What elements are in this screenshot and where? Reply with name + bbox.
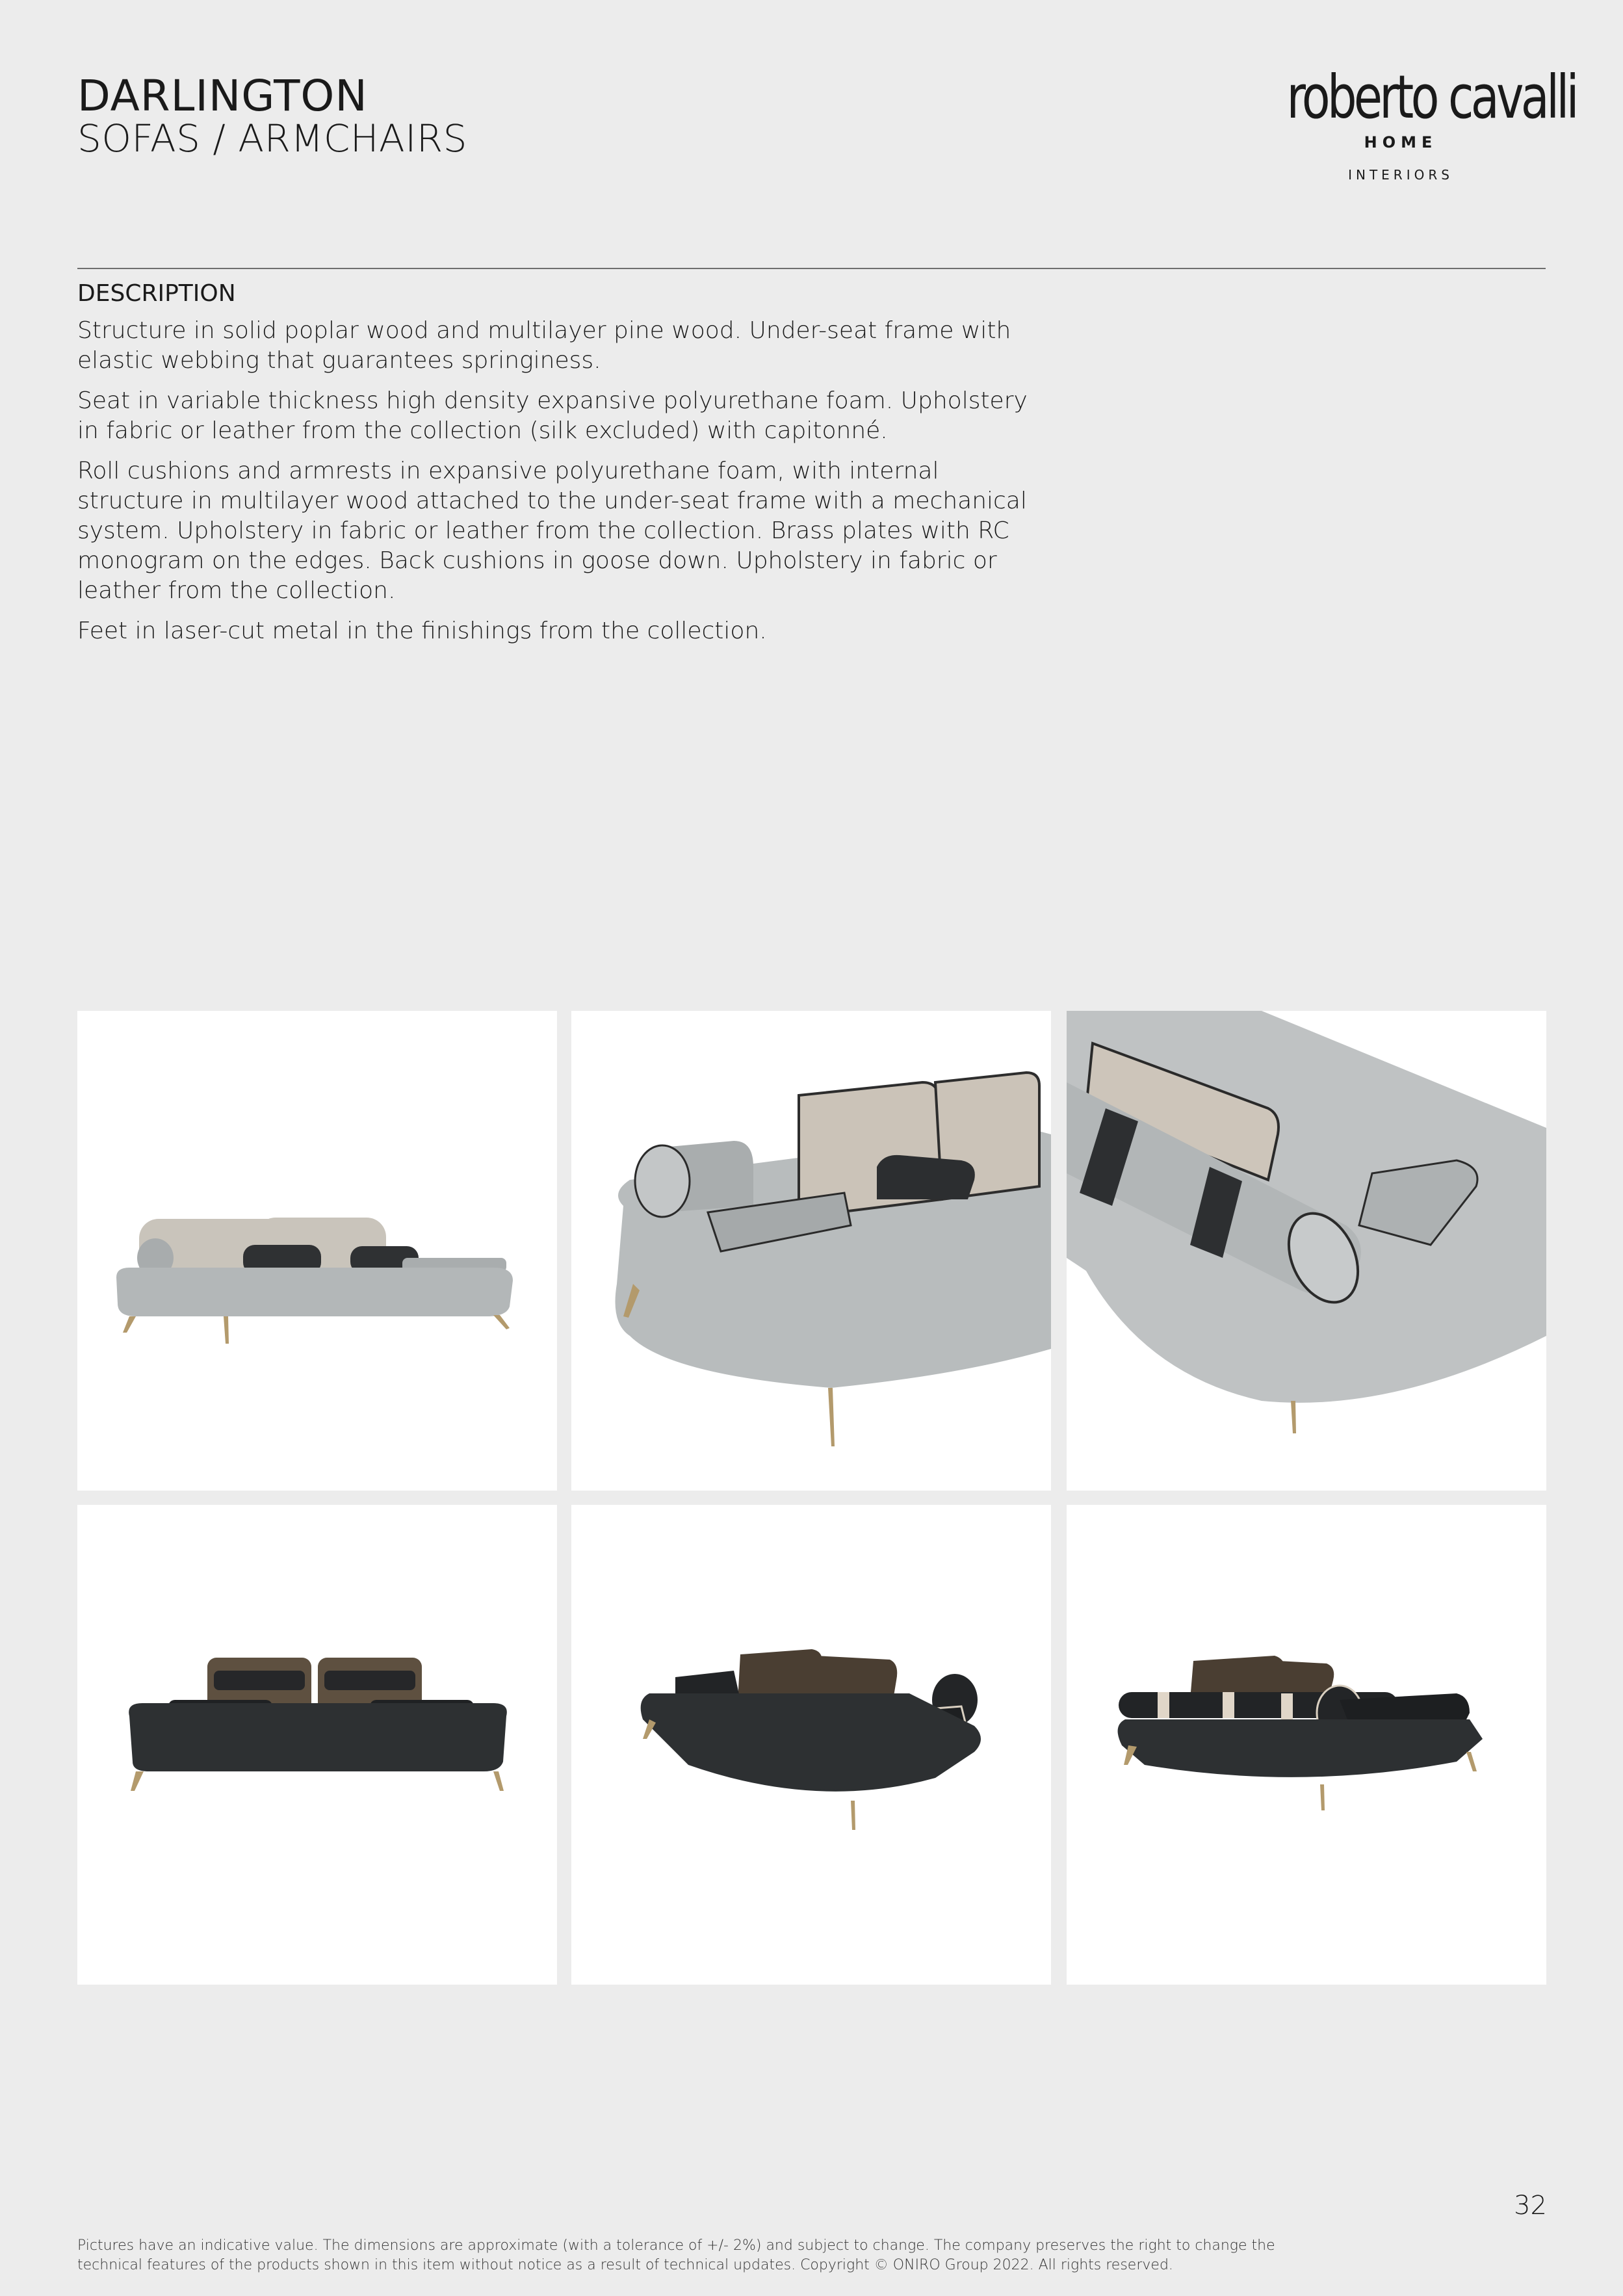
brand-name: roberto cavalli: [1286, 62, 1576, 132]
brand-interiors-label: INTERIORS: [1348, 167, 1453, 183]
header-divider: [77, 268, 1546, 269]
footer-line-1: Pictures have an indicative value. The dimensions are approximate (with a tolerance of +/- 2%) and subject to change. The company preserves the right to change the: [77, 2237, 1275, 2254]
brand-home-label: HOME: [1364, 133, 1438, 151]
grey-sofa-detail-image: [571, 1011, 1051, 1491]
grey-roll-cushion-image: [1067, 1011, 1546, 1491]
grey-sofa-front-image: [77, 1011, 557, 1491]
photo-grey-sofa-detail: [571, 1011, 1051, 1491]
footer-disclaimer: [77, 2236, 1377, 2275]
black-sofa-angle-image: [571, 1505, 1051, 1985]
description-heading: DESCRIPTION: [77, 280, 236, 307]
description-paragraph-feet: Feet in laser-cut metal in the finishings from the collection.: [77, 618, 767, 644]
page-number: 32: [1514, 2191, 1547, 2221]
description-paragraph-cushions: Roll cushions and armrests in expansive polyurethane foam, with internal structure in multilayer wood attached to the under-seat frame with a mechanical system. Upholstery in fabric or leather from the collection. Brass plates with RC monogram on the edges. Back cushions in goose down. Upholstery in fabric or leather from the collection.: [77, 458, 1027, 604]
footer-line-2: technical features of the products shown in this item without notice as a result of technical updates. Copyright © ONIRO Group 2022. All rights reserved.: [77, 2257, 1173, 2273]
description-paragraph-seat: Seat in variable thickness high density expansive polyurethane foam. Upholstery in fabric or leather from the collection (silk excluded) with capitonné.: [77, 387, 1028, 444]
product-title: DARLINGTON: [77, 71, 368, 121]
photo-black-sofa-front: [77, 1505, 557, 1985]
photo-black-sofa-angle: [571, 1505, 1051, 1985]
photo-grey-roll-cushion-closeup: [1067, 1011, 1546, 1491]
product-category: SOFAS / ARMCHAIRS: [77, 116, 467, 161]
photo-grey-sofa-front: [77, 1011, 557, 1491]
black-sofa-rolls-image: [1067, 1505, 1546, 1985]
description-body: [77, 316, 1052, 657]
brand-logo: [1254, 62, 1576, 183]
description-paragraph-structure: Structure in solid poplar wood and multilayer pine wood. Under-seat frame with elastic webbing that guarantees springiness.: [77, 317, 1011, 374]
black-sofa-front-image: [77, 1505, 557, 1985]
photo-black-sofa-roll-cushions: [1067, 1505, 1546, 1985]
